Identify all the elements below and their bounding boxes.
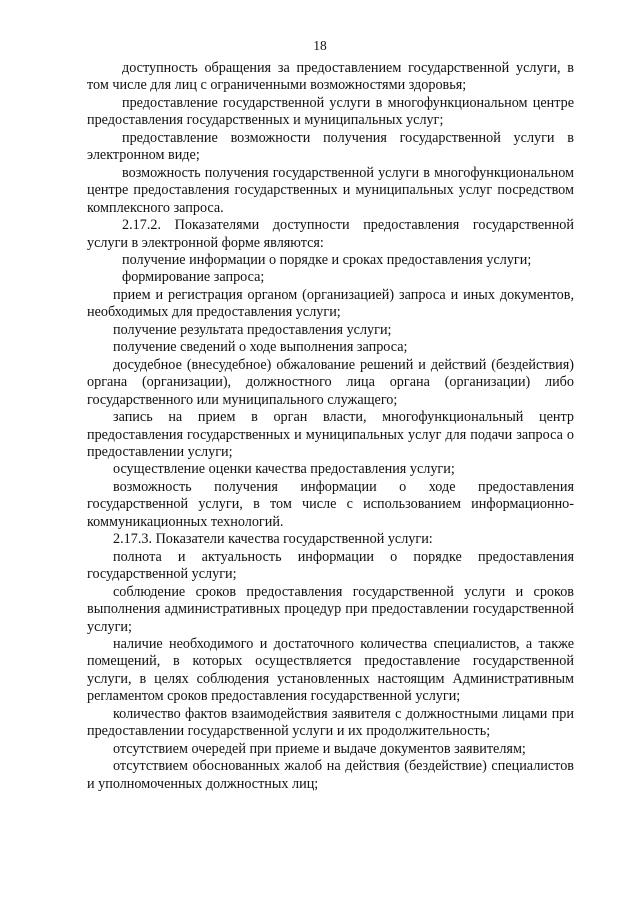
list-item-request-forming: формирование запроса; <box>122 269 265 286</box>
list-item-no-complaints: отсутствием обоснованных жалоб на действия (бездействие) специалистов и уполномоченных должностных лиц; <box>87 758 574 792</box>
list-item-staff-premises: наличие необходимого и достаточного количества специалистов, а также помещений, в которых осуществляется предоставление государственной услуги, в целях соблюдения установленных настоящим Административным регламентом сроков предоставления государственной услуги; <box>87 635 574 705</box>
document-body <box>87 60 574 793</box>
paragraph-accessibility-appeal: доступность обращения за предоставлением государственной услуги, в том числе для лиц с ограниченными возможностями здоровья; <box>87 60 574 94</box>
list-item-ict-info: возможность получения информации о ходе предоставления государственной услуги, в том числе с использованием информационно-коммуникационных технологий. <box>87 478 574 530</box>
list-item-request-registration: прием и регистрация органом (организацией) запроса и иных документов, необходимых для предоставления услуги; <box>87 286 574 321</box>
list-item-info-order: получение информации о порядке и сроках предоставления услуги; <box>122 251 532 268</box>
list-item-result-receipt: получение результата предоставления услуги; <box>113 321 392 338</box>
paragraph-mfc-provision: предоставление государственной услуги в многофункциональном центре предоставления государственных и муниципальных услуг; <box>87 94 574 129</box>
list-item-quality-assessment: осуществление оценки качества предоставления услуги; <box>113 461 455 478</box>
paragraph-electronic-provision: предоставление возможности получения государственной услуги в электронном виде; <box>87 129 574 164</box>
list-item-interactions: количество фактов взаимодействия заявителя с должностными лицами при предоставлении государственной услуги и их продолжительность; <box>87 705 574 740</box>
list-item-no-queues: отсутствием очередей при приеме и выдаче документов заявителям; <box>113 740 526 757</box>
list-item-appointment: запись на прием в орган власти, многофункциональный центр предоставления государственных и муниципальных услуг для подачи запроса о предоставлении услуги; <box>87 409 574 460</box>
paragraph-complex-request: возможность получения государственной услуги в многофункциональном центре предоставления государственных и муниципальных услуг посредством комплексного запроса. <box>87 164 574 216</box>
list-item-deadlines: соблюдение сроков предоставления государственной услуги и сроков выполнения административных процедур при предоставлении государственной услуги; <box>87 583 574 635</box>
page-number: 18 <box>313 38 327 53</box>
section-heading-2-17-3: 2.17.3. Показатели качества государственной услуги: <box>113 531 433 548</box>
list-item-info-completeness: полнота и актуальность информации о порядке предоставления государственной услуги; <box>87 548 574 583</box>
list-item-appeal: досудебное (внесудебное) обжалование решений и действий (бездействия) органа (организации), должностного лица органа (организации) либо государственного или муниципального служащего; <box>87 356 574 408</box>
list-item-progress-info: получение сведений о ходе выполнения запроса; <box>113 339 408 356</box>
section-heading-2-17-2: 2.17.2. Показателями доступности предоставления государственной услуги в электронной форме являются: <box>87 217 574 251</box>
